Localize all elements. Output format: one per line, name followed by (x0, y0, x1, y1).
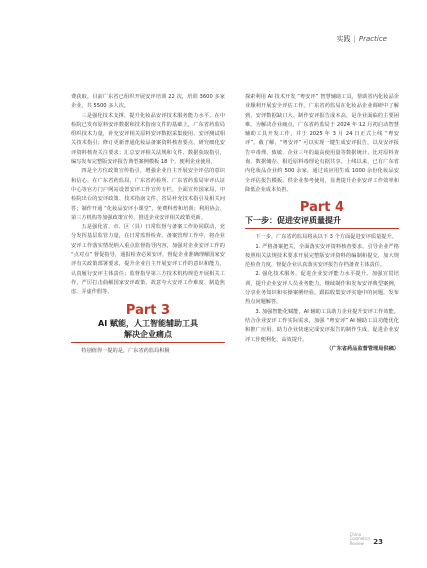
section-title-cn: 实践 (336, 35, 351, 43)
header-separator: | (353, 35, 356, 43)
part-divider (71, 342, 225, 343)
paragraph: 探索利用 AI 技术开发 “粤安评” 智慧辅助工具，帮助省内化妆品企业顺利开展安全评估工作。广东省药监局在化妆品企业调研中了解到，安评数据缺口大、制作安评报告成本高，是企业面临的主要困难。为解决企业痛点，广东省药监局于 2024 年 12 月初启动智慧辅助工具开发工作，并于 2025 年 3 月 24 日正式上线 “粤安评”。截了解，“粤安评” 可以实现一键生成安评报告，以及安评报告中毒理、致敏、企业三年的最高使用量等数据统计、比对原料查询、数据储存、相近原料毒理论有据共享。上线以来，已有广东省内化妆品企业约 500 余家，通过该应用生成 1000 余份化妆品安全评估报告模板，供企业参考使用，显著提升企业安评工作效率和降低企业成本负担。 (245, 94, 399, 193)
part-3-heading (71, 304, 225, 343)
magazine-name-line: China (349, 531, 362, 537)
right-column (245, 93, 399, 354)
part-4-heading (245, 201, 399, 229)
part-title: 解决企业痛点 (124, 329, 172, 339)
magazine-name (350, 533, 371, 547)
page-footer (350, 533, 383, 547)
page-number: 23 (373, 538, 383, 546)
paragraph: 费获取。目前广东省已组织开展安评培训 22 次，培训 3600 多家企业，共 5500 多人次。 (71, 94, 225, 110)
left-column (71, 93, 225, 356)
page-header (337, 34, 387, 44)
paragraph: 四是全方位政策宣传指引，增强企业自主开展安全评估的意识和信心。在广东省药监局、广东省药检所、广东省药监局审评认证中心等官方门户网站设置安评工作宣传专栏，全面宣传国家局、中检院出台的安评政策、技术指南文件、省局补充技术指引及相关问答；制作开通 “化妆品安评小课堂”，免费科普和培训；利用协会、第三方机构等加强政策宣传，推进企业安评相关政策更新。 (71, 168, 225, 221)
section-title-en: Practice (358, 35, 387, 43)
paragraph: 2. 强化技术服务，促进企业安评能力水平提升。加强宣贯培训，提升企业安评人员业务能力。继续制作和发布安评典型案例，分享业务知识和实操案例经验。跟踪收集安评实施中的问题，发布热点问题解答。 (245, 271, 399, 306)
paragraph: 特别值得一提的是，广东省药监局积极 (81, 347, 170, 354)
part-title: 下一步：促进安评质量提升 (245, 216, 341, 226)
part-label: Part 3 (125, 302, 171, 318)
magazine-name-line: Review (349, 540, 364, 546)
part-divider (245, 228, 399, 229)
paragraph: 下一步，广东省药监局将从以下 3 个方面促进安评质量提升。 (255, 234, 397, 241)
paragraph: 1. 严格备案把关，全面落实安评资料核查要求。引导企业严格按照相关法规技术要求开展完整版安评资料的编制和提交，加大规范检查力度，督促企业认真落实安评报告存档备查主体责任。 (245, 243, 399, 269)
source-credit: （广东省药品监督管理局供稿） (326, 345, 399, 352)
part-label: Part 4 (299, 200, 345, 216)
paragraph: 3. 加强智能化赋能，AI 辅助工具助力企业提升安评工作效能。结合企业安评工作实际需求，加强 “粤安评” AI 辅助工具功能优化和推广应用。助力企业快速完成安评报告的制作生成，促进企业安评工作便利化、高效提升。 (245, 308, 399, 343)
part-title: AI 赋能，人工智能辅助工具 (98, 318, 198, 328)
paragraph: 三是强化技术支撑，提升化妆品安评技术服务能力水平。在中检院已发布原料安评数据和技术指南文件的基础上，广东省药监局组织技术力量，补充安评相关原料安评数据采集使用、安评测试相关技术指引；修订更新普通化妆品备案资料核查要点，研究细化安评资料核查关注要求；汇总安评相关法规和文件、数据获取指引，编写发布完整版安评报告典型案例模板 18 个，便利企业使用。 (71, 112, 225, 166)
paragraph: 五是强化省、市、区（县）日常监督与备案工作协同联动，充分发挥基层监管力量，在日常监督检查、备案管理工作中，将企业安评工作落实情况纳入重点监督指导内容，加强对企业安评工作的 “点对点” 督促指导，通报检查必须安评，督促企业准确理解国家安评有关政策部署要求，提升企业自主开展安评工作的意识和能力，认真履行安评主体责任；监督指导第三方技术机构规范开展相关工作，严厉打击曲解国家安评政策、故意夸大安评工作难度、制造焦虑、弄虚作假等。 (71, 224, 225, 296)
magazine-name-line: Cosmetics (349, 536, 371, 541)
